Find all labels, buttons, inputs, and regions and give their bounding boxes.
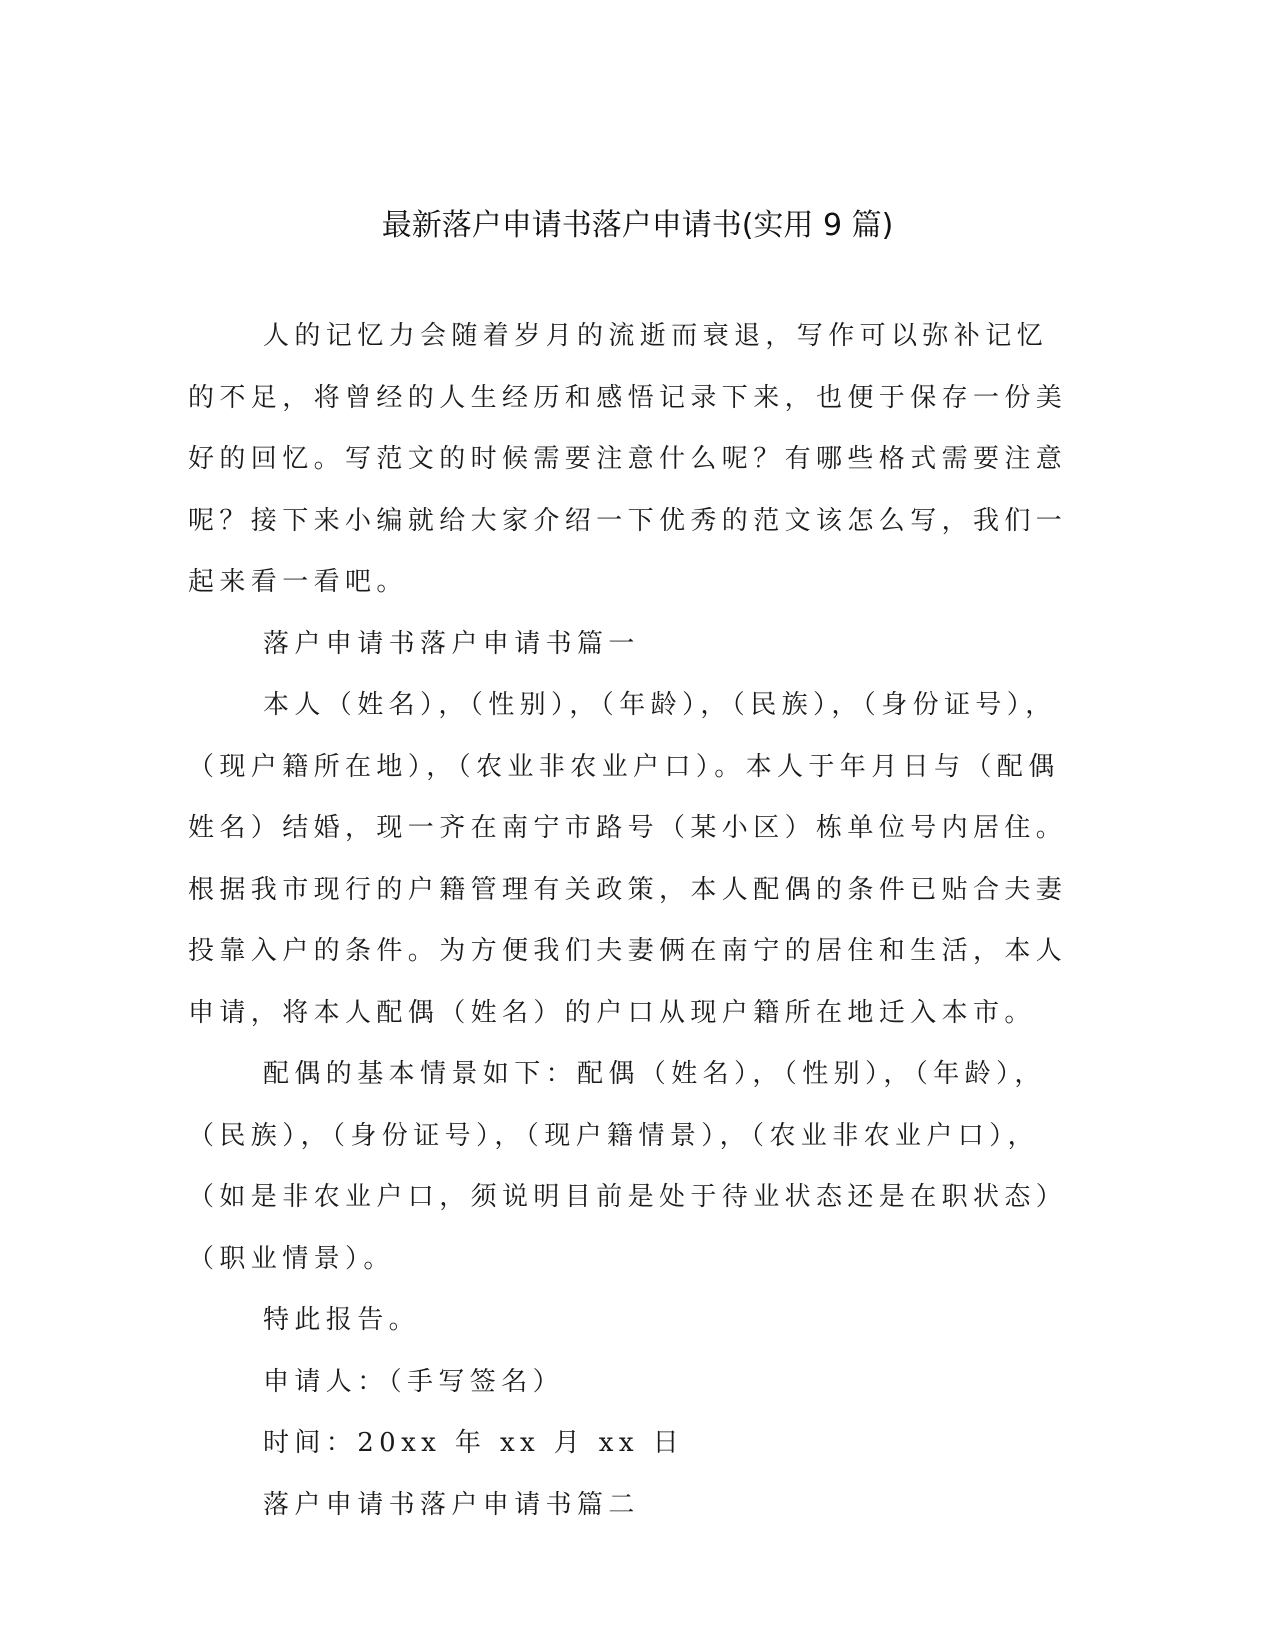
closing-line: 特此报告。 [263,1305,421,1335]
date-line: 时间：20xx 年 xx 月 xx 日 [263,1428,684,1458]
section-heading-2: 落户申请书落户申请书篇二 [263,1489,640,1520]
document-body [188,306,1068,1536]
applicant-paragraph: 本人（姓名），（性别），（年龄），（民族），（身份证号），（现户籍所在地），（农业非农业户口）。本人于年月日与（配偶姓名）结婚，现一齐在南宁市路号（某小区）栋单位号内居住。根据我市现行的户籍管理有关政策，本人配偶的条件已贴合夫妻投靠入户的条件。为方便我们夫妻俩在南宁的居住和生活，本人申请，将本人配偶（姓名）的户口从现户籍所在地迁入本市。 [188,690,1068,1028]
intro-paragraph: 人的记忆力会随着岁月的流逝而衰退，写作可以弥补记忆的不足，将曾经的人生经历和感悟记录下来，也便于保存一份美好的回忆。写范文的时候需要注意什么呢？有哪些格式需要注意呢？接下来小编就给大家介绍一下优秀的范文该怎么写，我们一起来看一看吧。 [188,321,1068,597]
spouse-paragraph: 配偶的基本情景如下：配偶（姓名），（性别），（年龄），（民族），（身份证号），（现户籍情景），（农业非农业户口），（如是非农业户口，须说明目前是处于待业状态还是在职状态）（职业情景）。 [188,1059,1068,1274]
document-title: 最新落户申请书落户申请书(实用 9 篇) [381,208,894,243]
signature-line: 申请人：（手写签名） [263,1366,565,1397]
section-heading-1: 落户申请书落户申请书篇一 [263,628,640,659]
